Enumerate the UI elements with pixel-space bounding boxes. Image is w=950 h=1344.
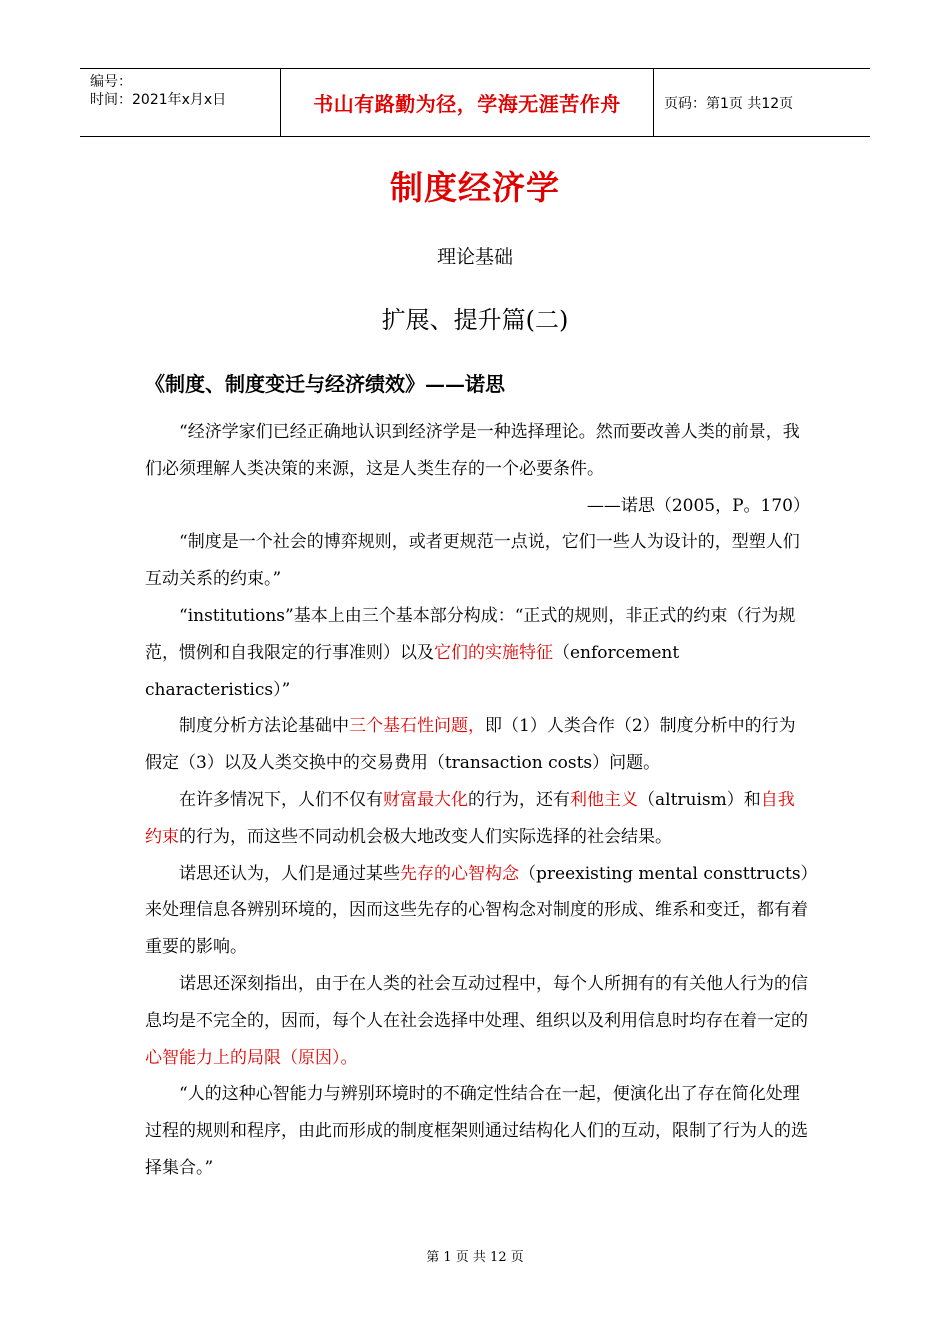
paragraph-3 xyxy=(145,598,810,708)
p5-highlight-2: 利他主义 xyxy=(570,789,638,810)
body-text xyxy=(145,414,810,1187)
paragraph-1-citation: ——诺思（2005，P。170） xyxy=(586,495,810,516)
p6-text-b: （preexisting mental consttructs）来处理信息各辨别环境的，因而这些先存的心智构念对制度的形成、维系和变迁，都有着重要的影响。 xyxy=(145,863,810,958)
page-info: 页码：第1页 共12页 xyxy=(664,95,794,112)
paragraph-1: “经济学家们已经正确地认识到经济学是一种选择理论。然而要改善人类的前景，我们必须理解人类决策的来源，这是人类生存的一个必要条件。 xyxy=(145,422,800,479)
p4-highlight: 三个基石性问题， xyxy=(349,716,485,737)
p3-text-b: （enforcement characteristics）” xyxy=(145,642,680,700)
motto: 书山有路勤为径，学海无涯苦作舟 xyxy=(281,69,654,136)
subtitle-theory: 理论基础 xyxy=(436,246,513,268)
page-title: 制度经济学 xyxy=(390,168,560,207)
p5-highlight-1: 财富最大化 xyxy=(383,789,468,810)
paragraph-7 xyxy=(145,966,810,1076)
p5-text-c: （altruism）和 xyxy=(638,789,761,810)
p6-highlight: 先存的心智构念 xyxy=(400,863,519,884)
paragraph-4 xyxy=(145,708,810,782)
p3-text-a: “institutions”基本上由三个基本部分构成：“正式的规则，非正式的约束（行为规范，惯例和自我限定的行事准则）以及 xyxy=(145,605,796,663)
p7-text-a: 诺思还深刻指出，由于在人类的社会互动过程中，每个人所拥有的有关他人行为的信息均是不完全的，因而，每个人在社会选择中处理、组织以及利用信息时均存在着一定的 xyxy=(145,973,808,1031)
paragraph-6 xyxy=(145,856,810,966)
serial-label: 编号： xyxy=(90,74,132,90)
page-footer: 第 1 页 共 12 页 xyxy=(426,1250,524,1265)
p4-text-b: 即（1）人类合作（2）制度分析中的行为假定（3）以及人类交换中的交易费用（transaction costs）问题。 xyxy=(145,716,796,774)
section-title: 《制度、制度变迁与经济绩效》——诺思 xyxy=(145,372,505,396)
p3-highlight: 它们的实施特征 xyxy=(434,642,553,663)
paragraph-2: “制度是一个社会的博弈规则，或者更规范一点说，它们一些人为设计的，型塑人们互动关系的约束。” xyxy=(145,532,800,590)
p4-text-a: 制度分析方法论基础中 xyxy=(179,716,349,737)
p5-text-d: 的行为，而这些不同动机会极大地改变人们实际选择的社会结果。 xyxy=(179,826,672,847)
subtitle-extension: 扩展、提升篇(二) xyxy=(381,306,569,334)
paragraph-8: “人的这种心智能力与辨别环境时的不确定性结合在一起，便演化出了存在简化处理过程的规则和程序，由此而形成的制度框架则通过结构化人们的互动，限制了行为人的选择集合。” xyxy=(145,1084,808,1178)
p6-text-a: 诺思还认为，人们是通过某些 xyxy=(179,863,400,884)
p5-text-b: 的行为，还有 xyxy=(468,789,570,810)
p5-highlight-3: 自我约束 xyxy=(145,789,795,847)
header-left-cell xyxy=(80,69,281,136)
time-label: 时间：2021年x月x日 xyxy=(90,92,227,108)
p5-text-a: 在许多情况下，人们不仅有 xyxy=(179,789,383,810)
paragraph-5 xyxy=(145,782,810,856)
p7-highlight: 心智能力上的局限（原因）。 xyxy=(145,1047,358,1068)
header-table xyxy=(80,68,870,137)
